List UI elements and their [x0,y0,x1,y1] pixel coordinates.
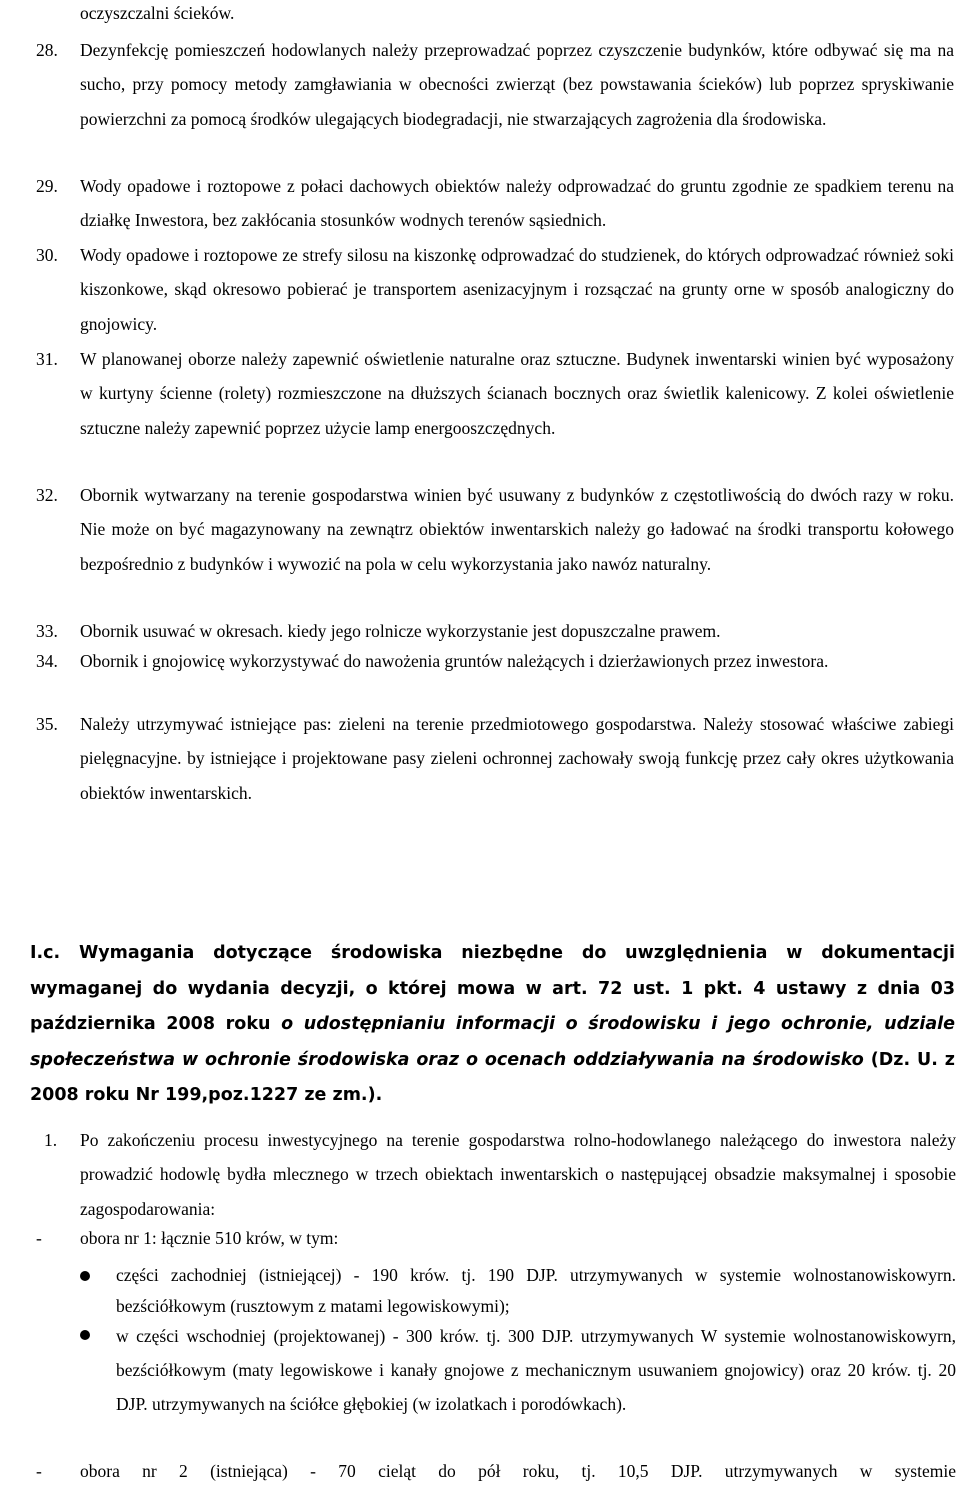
list-item-34 [36,644,954,678]
item-number: 34. [36,651,58,671]
bullet-item-text: w części wschodniej (projektowanej) - 300 krów. tj. 300 DJP. utrzymywanych W systemie wolnostanowiskowyrn, bezściółkowym (maty legowiskowe i kanały gnojowe z mechanicznym usuwaniem gnojowicy) oraz 20 krów. tj. 20 DJP. utrzymywanych na ściółce głębokiej (w izolatkach i porodówkach). [116,1326,956,1414]
item-text: Dezynfekcję pomieszczeń hodowlanych należy przeprowadzać poprzez czyszczenie budynków, które odbywać się ma na sucho, przy pomocy metody zamgławiania w obecności zwierząt (bez powstawania ścieków) lub poprzez spryskiwanie powierzchni za pomocą środków ulegających biodegradacji, nie stwarzających zagrożenia dla środowiska. [80,40,954,129]
item-text: Obornik i gnojowicę wykorzystywać do nawożenia gruntów należących i dzierżawionych przez inwestora. [80,651,829,671]
item-number: 35. [36,714,58,734]
item-text: W planowanej oborze należy zapewnić oświetlenie naturalne oraz sztuczne. Budynek inwentarski winien być wyposażony w kurtyny ścienne (rolety) rozmieszczone na dłuższych ścianach bocznych oraz świetlik kalenicowy. Z kolei oświetlenie sztuczne należy zapewnić poprzez użycie lamp energooszczędnych. [80,349,954,438]
item-text: Obornik wytwarzany na terenie gospodarstwa winien być usuwany z budynków z częstotliwością do dwóch razy w roku. Nie może on być magazynowany na zewnątrz obiektów inwentarskich należy go ładować na środki transportu kołowego bezpośrednio z budynków i wywozić na pola w celu wykorzystania jako nawóz naturalny. [80,485,954,574]
bullet-icon [80,1330,90,1340]
item-text: Obornik usuwać w okresach. kiedy jego rolnicze wykorzystanie jest dopuszczalne prawem. [80,621,721,641]
point-number: 1. [44,1130,58,1150]
heading-citation: (Dz. U. z 2008 roku Nr 199,poz.1227 ze zm.). [30,1049,955,1105]
item-text: Wody opadowe i roztopowe ze strefy silosu na kiszonkę odprowadzać do studzienek, do których odprowadzać również soki kiszonkowe, skąd okresowo pobierać je transportem asenizacyjnym i rozsączać na grunty orne w sposób analogiczny do gnojowicy. [80,245,954,334]
item-number: 32. [36,485,58,505]
list-item-32 [36,478,954,581]
item-number: 33. [36,621,58,641]
list-item-35 [36,707,954,810]
dash-item-text: obora nr 2 (istniejąca) - 70 cieląt do pół roku, tj. 10,5 DJP. utrzymywanych w systemie [80,1461,956,1481]
item-number: 30. [36,245,58,265]
bullet-icon [80,1271,90,1281]
list-item-28 [36,33,954,136]
item-text: Wody opadowe i roztopowe z połaci dachowych obiektów należy odprowadzać do gruntu zgodnie ze spadkiem terenu na działkę Inwestora, bez zakłócania stosunków wodnych terenów sąsiednich. [80,176,954,231]
list-item-29 [36,169,954,238]
item-number: 31. [36,349,58,369]
dash-marker: - [36,1228,42,1248]
heading-text: I.c. Wymagania dotyczące środowiska niezbędne do uwzględnienia w dokumentacji wymaganej do wydania decyzji, o której mowa w art. 72 ust. 1 pkt. 4 ustawy z dnia 03 października 2008 roku [30,943,955,1034]
item-number: 28. [36,40,58,60]
list-item-30 [36,238,954,341]
list-item-31 [36,342,954,445]
section-heading [30,936,955,1114]
item-text: Należy utrzymywać istniejące pas: zieleni na terenie przedmiotowego gospodarstwa. Należy stosować właściwe zabiegi pielęgnacyjne. by istniejące i projektowane pasy zieleni ochronnej zachowały swoją funkcję przez cały okres użytkowania obiektów inwentarskich. [80,714,954,803]
continued-text-fragment: oczyszczalni ścieków. [80,3,235,23]
dash-marker: - [36,1461,42,1481]
heading-act-title: o udostępnianiu informacji o środowisku i jego ochronie, udziale społeczeństwa w ochronie środowiska oraz o ocenach oddziaływania na środowisko [30,1014,955,1070]
bullet-item-text: części zachodniej (istniejącej) - 190 krów. tj. 190 DJP. utrzymywanych w systemie wolnostanowiskowyrn. bezściółkowym (rusztowym z matami legowiskowymi); [116,1265,956,1316]
point-text: Po zakończeniu procesu inwestycyjnego na terenie gospodarstwa rolno-hodowlanego należącego do inwestora należy prowadzić hodowlę bydła mlecznego w trzech obiektach inwentarskich o następującej obsadzie maksymalnej i sposobie zagospodarowania: [80,1130,956,1219]
item-number: 29. [36,176,58,196]
dash-item-text: obora nr 1: łącznie 510 krów, w tym: [80,1228,339,1248]
